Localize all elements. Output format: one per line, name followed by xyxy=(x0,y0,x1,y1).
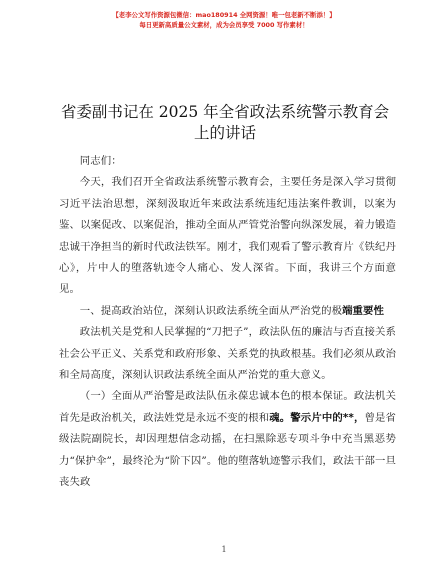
subsection-1-tail: 曾是省级法院副院长，却因理想信念动摇，在扫黑除恶专项斗争中充当黑恶势力“保护伞”，最终沦为“阶下囚”。他的堕落轨迹警示我们，政法干部一旦丧失政 xyxy=(59,411,396,489)
paragraph-subsection-1 xyxy=(59,386,396,493)
salutation: 同志们： xyxy=(79,155,122,167)
section-heading-1 xyxy=(59,301,396,322)
section-heading-1-text: 一、提高政治站位，深刻认识政法系统全面从严治党的极 xyxy=(79,304,343,317)
subsection-1-bold: 魂。警示片中的**， xyxy=(269,411,365,424)
document-title: 省委副书记在 2025 年全省政法系统警示教育会上的讲话 xyxy=(60,103,390,142)
subsection-1-text: （一）全面从严治警是政法队伍永葆忠诚本色的根本保证。政法机关首先是政治机关，政法姓党是永远不变的根和 xyxy=(59,390,396,424)
promo-banner-line-2: 每日更新高质量公文素材，成为会员享受 7000 写作素材！ xyxy=(139,21,309,29)
page-number: 1 xyxy=(221,545,227,554)
promo-banner xyxy=(0,10,448,30)
paragraph-section-1: 政法机关是党和人民掌握的“刀把子”，政法队伍的廉洁与否直接关系社会公平正义、关系党和政府形象、关系党的执政根基。我们必须从政治和全局高度，深刻认识政法系统全面从严治党的重大意义。 xyxy=(59,326,396,382)
paragraph-intro: 今天，我们召开全省政法系统警示教育会，主要任务是深入学习贯彻习近平法治思想，深刻汲取近年来政法系统违纪违法案件教训，以案为鉴、以案促改、以案促治，推动全面从严管党治警向纵深发展，着力锻造忠诚干净担当的新时代政法铁军。刚才，我们观看了警示教育片《铁纪丹心》，片中人的堕落轨迹令人痛心、发人深省。下面，我讲三个方面意见。 xyxy=(59,176,396,296)
section-heading-1-bold: 端重要性 xyxy=(342,304,385,317)
document-body xyxy=(59,151,396,494)
promo-banner-line-1: 【老李公文写作资源包微信：mao180914 全网资源！唯一包老新不断添！】 xyxy=(112,11,336,19)
